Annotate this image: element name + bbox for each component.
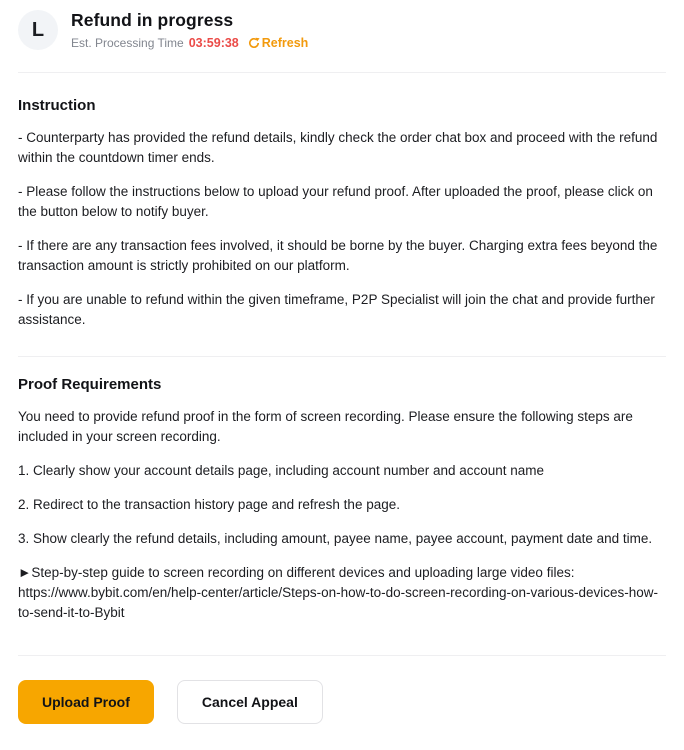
- header-divider: [18, 72, 666, 73]
- footer-actions: [18, 680, 666, 724]
- guide-link-text: ►Step-by-step guide to screen recording on different devices and uploading large video files: https://www.bybit.com/en/help-center/article/Steps-on-how-to-do-screen-recording-on-various-devices-how-to-send-it-to-Bybit: [18, 565, 659, 620]
- instruction-heading: Instruction: [18, 97, 96, 114]
- header: [18, 0, 666, 50]
- instruction-paragraph: - If there are any transaction fees involved, it should be borne by the buyer. Charging extra fees beyond the transaction amount is strictly prohibited on our platform.: [18, 238, 658, 273]
- instruction-paragraph: - If you are unable to refund within the given timeframe, P2P Specialist will join the chat and provide further assistance.: [18, 292, 655, 327]
- cancel-appeal-button[interactable]: Cancel Appeal: [177, 680, 323, 724]
- proof-step: 3. Show clearly the refund details, including amount, payee name, payee account, payment date and time.: [18, 531, 653, 546]
- clock-badge-icon: [18, 10, 58, 50]
- instruction-paragraph: - Please follow the instructions below to upload your refund proof. After uploaded the proof, please click on the button below to notify buyer.: [18, 184, 653, 219]
- processing-time-row: [71, 36, 308, 50]
- refresh-icon: [248, 37, 260, 49]
- badge-letter: L: [31, 19, 45, 41]
- instruction-paragraph: - Counterparty has provided the refund details, kindly check the order chat box and proceed with the refund within the countdown timer ends.: [18, 130, 658, 165]
- proof-step: 2. Redirect to the transaction history page and refresh the page.: [18, 497, 400, 512]
- footer-divider: [18, 655, 666, 656]
- page-title: Refund in progress: [71, 10, 234, 30]
- proof-requirements-intro: You need to provide refund proof in the form of screen recording. Please ensure the following steps are included in your screen recording.: [18, 409, 633, 444]
- refresh-button[interactable]: [248, 36, 309, 50]
- processing-time-label: Est. Processing Time: [71, 36, 184, 50]
- upload-proof-button[interactable]: Upload Proof: [18, 680, 154, 724]
- proof-step: 1. Clearly show your account details page, including account number and account name: [18, 463, 545, 478]
- proof-requirements-heading: Proof Requirements: [18, 376, 162, 393]
- section-divider: [18, 356, 666, 357]
- refresh-label: Refresh: [261, 36, 309, 50]
- header-text: [71, 10, 308, 50]
- processing-time-value: 03:59:38: [188, 36, 239, 50]
